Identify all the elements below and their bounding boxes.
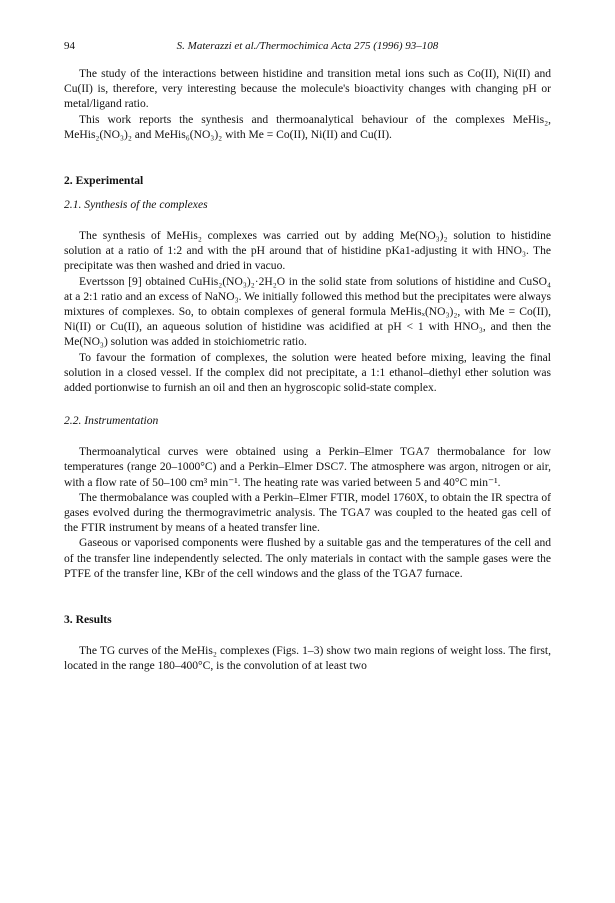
section-heading-results: 3. Results — [64, 613, 112, 627]
instrumentation-paragraph-3: Gaseous or vaporised components were flushed by a suitable gas and the temperatures of the cell and of the transfer line independently selected. The only materials in contact with the sample gases were the PTFE of the transfer line, KBr of the cell windows and the glass of the TGA7 furnace. — [64, 537, 551, 580]
synthesis-paragraph-3: To favour the formation of complexes, the solution were heated before mixing, leaving the final solution in a closed vessel. If the complex did not precipitate, a 1:1 ethanol–diethyl ether solution was added portionwise to furnish an oil and then an hygroscopic solid-state complex. — [64, 351, 551, 395]
instrumentation-paragraph-2: The thermobalance was coupled with a Perkin–Elmer FTIR, model 1760X, to obtain the IR spectra of gases evolved during the thermogravimetric analysis. The TGA7 was coupled to the heated gas cell of the FTIR instrument by means of a heated transfer line. — [64, 491, 551, 535]
synthesis-paragraph-2: Evertsson [9] obtained CuHis₂(NO₃)₂·2H₂O in the solid state from solutions of histidine and CuSO₄ at a 2:1 ratio and an excess of NaNO₃. We initially followed this method but the precipitates were always mixtures of complexes. So, to obtain complexes of general formula MeHisₓ(NO₃)₂, with Me = Co(II), Ni(II) or Cu(II), an aqueous solution of histidine was acidified at pH < 1 with HNO₃, and then the Me(NO₃) solution was added in stoichiometric ratio. — [64, 275, 551, 349]
journal-citation: S. Materazzi et al./Thermochimica Acta 275 (1996) 93–108 — [176, 40, 439, 52]
synthesis-paragraph-1: The synthesis of MeHis₂ complexes was carried out by adding Me(NO₃)₂ solution to histidine solution at a ratio of 1:2 and with the pH around that of histidine pKa1-adjusting it with HNO₃. The precipitate was then washed and dried in vacuo. — [64, 230, 551, 273]
intro-paragraph-2: This work reports the synthesis and thermoanalytical behaviour of the complexes MeHis₂, MeHis₂(NO₃)₂ and MeHis₆(NO₃)₂ with Me = Co(II), Ni(II) and Cu(II). — [64, 113, 551, 141]
page-number: 94 — [64, 40, 75, 52]
subsection-heading-synthesis: 2.1. Synthesis of the complexes — [64, 198, 208, 212]
subsection-heading-instrumentation: 2.2. Instrumentation — [64, 414, 159, 428]
section-heading-experimental: 2. Experimental — [64, 174, 144, 188]
running-head — [64, 40, 551, 58]
page — [64, 40, 551, 674]
intro-paragraph-1: The study of the interactions between histidine and transition metal ions such as Co(II), Ni(II) and Cu(II) is, therefore, very interesting because the molecule's bioactivity changes with changing pH or metal/ligand ratio. — [64, 68, 551, 111]
results-paragraph-1: The TG curves of the MeHis₂ complexes (Figs. 1–3) show two main regions of weight loss. The first, located in the range 180–400°C, is the convolution of at least two — [64, 645, 551, 673]
instrumentation-paragraph-1: Thermoanalytical curves were obtained using a Perkin–Elmer TGA7 thermobalance for low temperatures (range 20–1000°C) and a Perkin–Elmer DSC7. The atmosphere was argon, nitrogen or air, with a flow rate of 50–100 cm³ min⁻¹. The heating rate was varied between 5 and 40°C min⁻¹. — [64, 446, 551, 489]
